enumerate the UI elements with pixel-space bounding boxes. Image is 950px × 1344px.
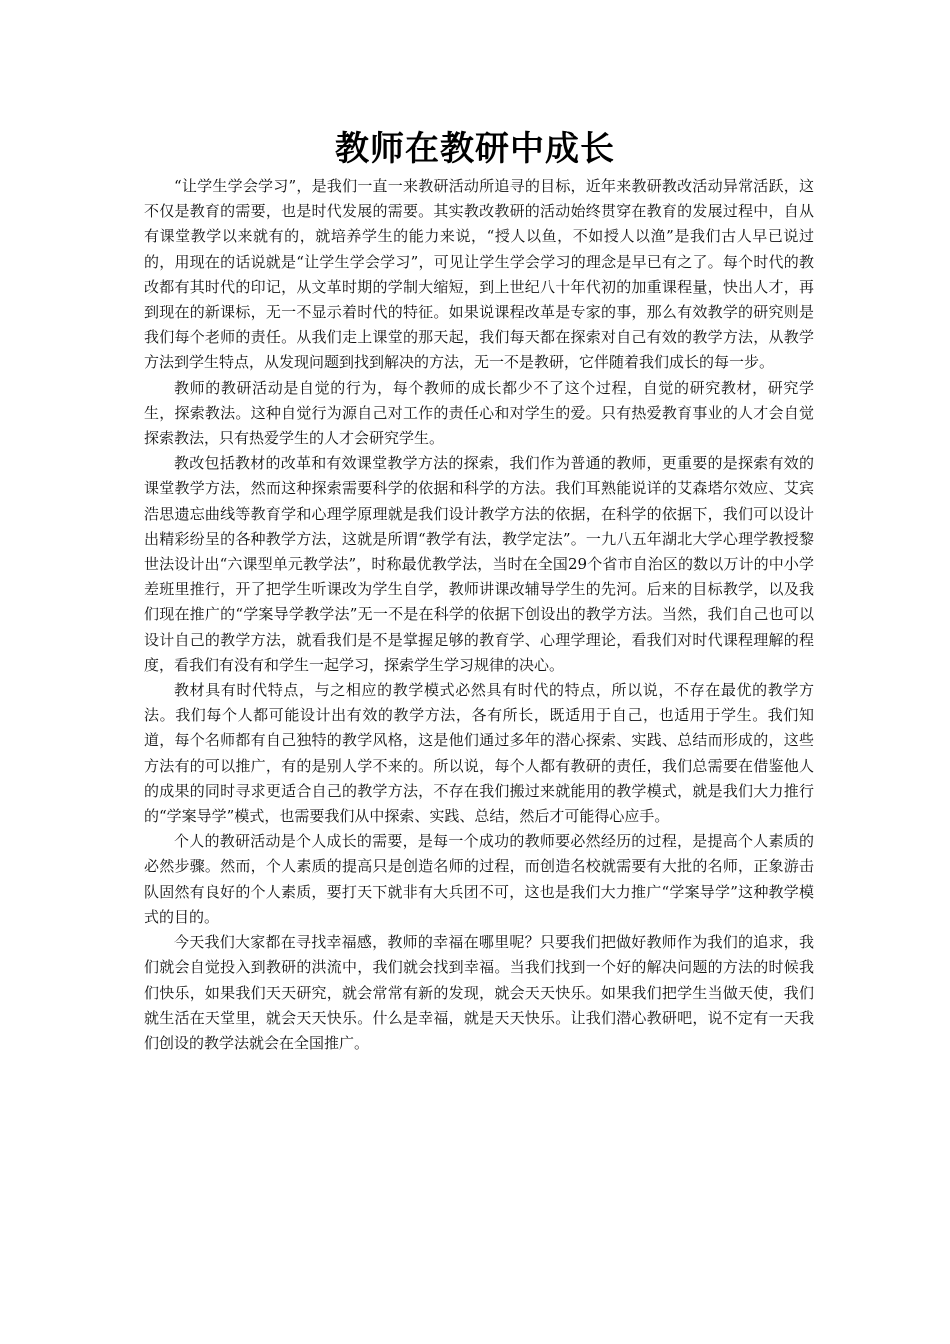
paragraph-3: 教改包括教材的改革和有效课堂教学方法的探索，我们作为普通的教师，更重要的是探索有效的课堂教学方法，然而这种探索需要科学的依据和科学的方法。我们耳熟能说详的艾森塔尔效应、艾宾浩思遗忘曲线等教育学和心理学原理就是我们设计教学方法的依据，在科学的依据下，我们可以设计出精彩纷呈的各种教学方法，这就是所谓“教学有法，教学定法”。一九八五年湖北大学心理学教授黎世法设计出“六课型单元教学法”，时称最优教学法，当时在全国29个省市自治区的数以万计的中小学差班里推行，开了把学生听课改为学生自学，教师讲课改辅导学生的先河。后来的目标教学，以及我们现在推广的“学案导学教学法”无一不是在科学的依据下创设出的教学方法。当然，我们自己也可以设计自己的教学方法，就看我们是不是掌握足够的教育学、心理学理论，看我们对时代课程理解的程度，看我们有没有和学生一起学习，探索学生学习规律的决心。 xyxy=(144,454,814,674)
paragraph-5: 个人的教研活动是个人成长的需要，是每一个成功的教师要必然经历的过程，是提高个人素质的必然步骤。然而，个人素质的提高只是创造名师的过程，而创造名校就需要有大批的名师，正象游击队固然有良好的个人素质，要打天下就非有大兵团不可，这也是我们大力推广“学案导学”这种教学模式的目的。 xyxy=(144,832,814,926)
paragraph-2: 教师的教研活动是自觉的行为，每个教师的成长都少不了这个过程，自觉的研究教材，研究学生，探索教法。这种自觉行为源自己对工作的责任心和对学生的爱。只有热爱教育事业的人才会自觉探索教法，只有热爱学生的人才会研究学生。 xyxy=(144,378,814,448)
paragraph-4: 教材具有时代特点，与之相应的教学模式必然具有时代的特点，所以说，不存在最优的教学方法。我们每个人都可能设计出有效的教学方法，各有所长，既适用于自己，也适用于学生。我们知道，每个名师都有自己独特的教学风格，这是他们通过多年的潜心探索、实践、总结而形成的，这些方法有的可以推广，有的是别人学不来的。所以说，每个人都有教研的责任，我们总需要在借鉴他人的成果的同时寻求更适合自己的教学方法，不存在我们搬过来就能用的教学模式，就是我们大力推行的“学案导学”模式，也需要我们从中探索、实践、总结，然后才可能得心应手。 xyxy=(144,681,814,826)
paragraph-1: “让学生学会学习”，是我们一直一来教研活动所追寻的目标，近年来教研教改活动异常活跃，这不仅是教育的需要，也是时代发展的需要。其实教改教研的活动始终贯穿在教育的发展过程中，自从有课堂教学以来就有的，就培养学生的能力来说，“授人以鱼，不如授人以渔”是我们古人早已说过的，用现在的话说就是“让学生学会学习”，可见让学生学会学习的理念是早已有之了。每个时代的教改都有其时代的印记，从文革时期的学制大缩短，到上世纪八十年代初的加重课程量，快出人才，再到现在的新课标，无一不显示着时代的特征。如果说课程改革是专家的事，那么有效教学的研究则是我们每个老师的责任。从我们走上课堂的那天起，我们每天都在探索对自己有效的教学方法，从教学方法到学生特点，从发现问题到找到解决的方法，无一不是教研，它伴随着我们成长的每一步。 xyxy=(144,177,814,372)
document-body xyxy=(144,174,814,1056)
document-title: 教师在教研中成长 xyxy=(335,129,615,169)
paragraph-6: 今天我们大家都在寻找幸福感，教师的幸福在哪里呢？只要我们把做好教师作为我们的追求，我们就会自觉投入到教研的洪流中，我们就会找到幸福。当我们找到一个好的解决问题的方法的时候我们快乐，如果我们天天研究，就会常常有新的发现，就会天天快乐。如果我们把学生当做天使，我们就生活在天堂里，就会天天快乐。什么是幸福，就是天天快乐。让我们潜心教研吧，说不定有一天我们创设的教学法就会在全国推广。 xyxy=(144,933,814,1052)
